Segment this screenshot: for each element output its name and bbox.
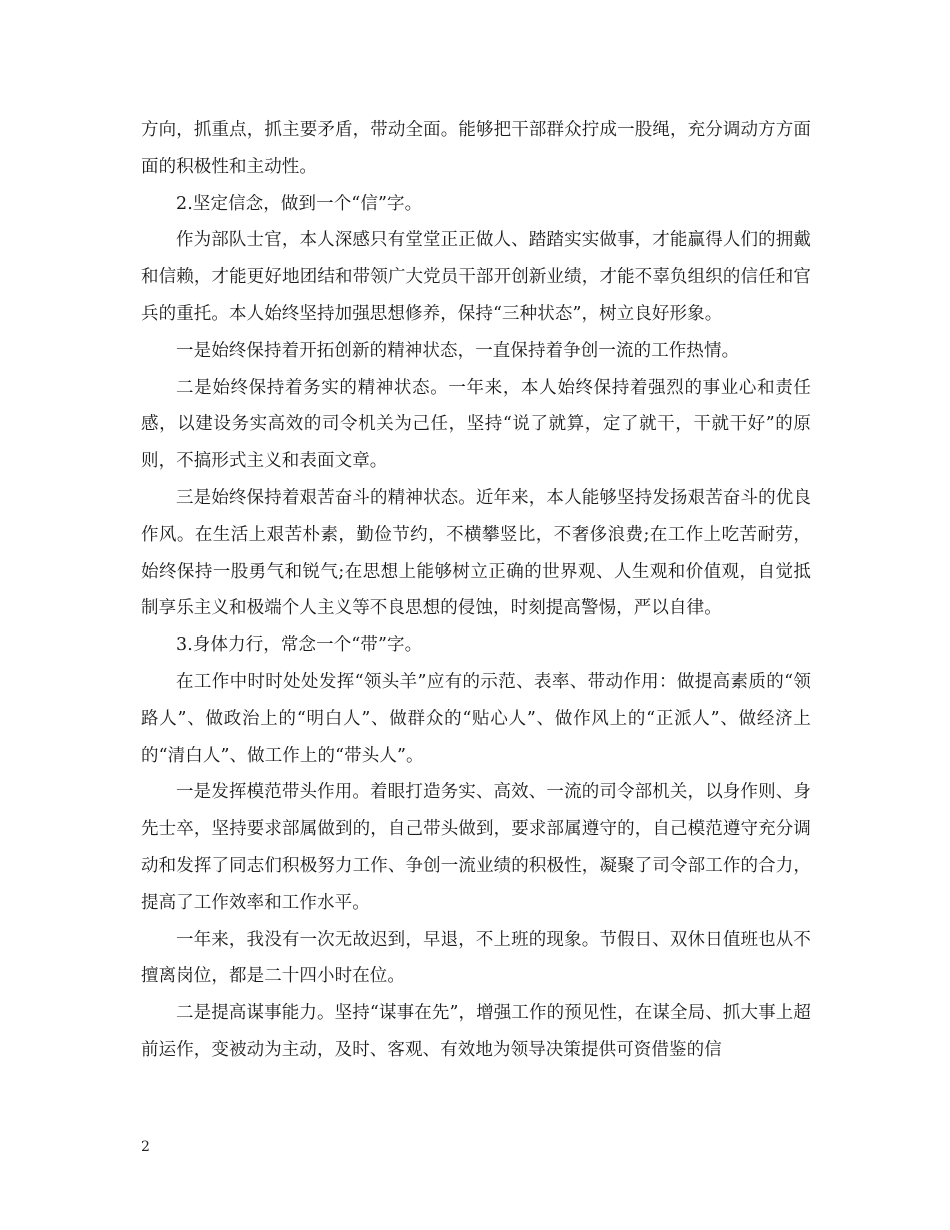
- paragraph-11: 二是提高谋事能力。坚持“谋事在先”，增强工作的预见性，在谋全局、抓大事上超前运作，变被动为主动，及时、客观、有效地为领导决策提供可资借鉴的信: [141, 1003, 811, 1060]
- document-body: [141, 112, 811, 1069]
- paragraph-9: 一是发挥模范带头作用。着眼打造务实、高效、一流的司令部机关，以身作则、身先士卒，坚持要求部属做到的，自己带头做到，要求部属遵守的，自己模范遵守充分调动和发挥了同志们积极努力工作、争创一流业绩的积极性，凝聚了司令部工作的合力，提高了工作效率和工作水平。: [141, 782, 811, 913]
- paragraph-2: 2.坚定信念，做到一个“信”字。: [176, 193, 423, 214]
- paragraph-4: 一是始终保持着开拓创新的精神状态，一直保持着争创一流的工作热情。: [176, 340, 740, 361]
- paragraph-3: 作为部队士官，本人深感只有堂堂正正做人、踏踏实实做事，才能赢得人们的拥戴和信赖，才能更好地团结和带领广大党员干部开创新业绩，才能不辜负组织的信任和官兵的重托。本人始终坚持加强思想修养，保持“三种状态”，树立良好形象。: [141, 230, 811, 324]
- paragraph-10: 一年来，我没有一次无故迟到，早退，不上班的现象。节假日、双休日值班也从不擅离岗位，都是二十四小时在位。: [141, 929, 811, 987]
- paragraph-7: 3.身体力行，常念一个“带”字。: [176, 635, 423, 656]
- paragraph-6: 三是始终保持着艰苦奋斗的精神状态。近年来，本人能够坚持发扬艰苦奋斗的优良作风。在生活上艰苦朴素，勤俭节约，不横攀竖比，不奢侈浪费;在工作上吃苦耐劳，始终保持一股勇气和锐气;在思想上能够树立正确的世界观、人生观和价值观，自觉抵制享乐主义和极端个人主义等不良思想的侵蚀，时刻提高警惕，严以自律。: [141, 487, 811, 619]
- paragraph-8: 在工作中时时处处发挥“领头羊”应有的示范、表率、带动作用：做提高素质的“领路人”、做政治上的“明白人”、做群众的“贴心人”、做作风上的“正派人”、做经济上的“清白人”、做工作上的“带头人”。: [141, 671, 811, 766]
- page-number: 2: [141, 1139, 150, 1155]
- paragraph-5: 二是始终保持着务实的精神状态。一年来，本人始终保持着强烈的事业心和责任感，以建设务实高效的司令机关为己任，坚持“说了就算，定了就干，干就干好”的原则，不搞形式主义和表面文章。: [141, 377, 811, 472]
- paragraph-1: 方向，抓重点，抓主要矛盾，带动全面。能够把干部群众拧成一股绳，充分调动方方面面的积极性和主动性。: [141, 120, 811, 177]
